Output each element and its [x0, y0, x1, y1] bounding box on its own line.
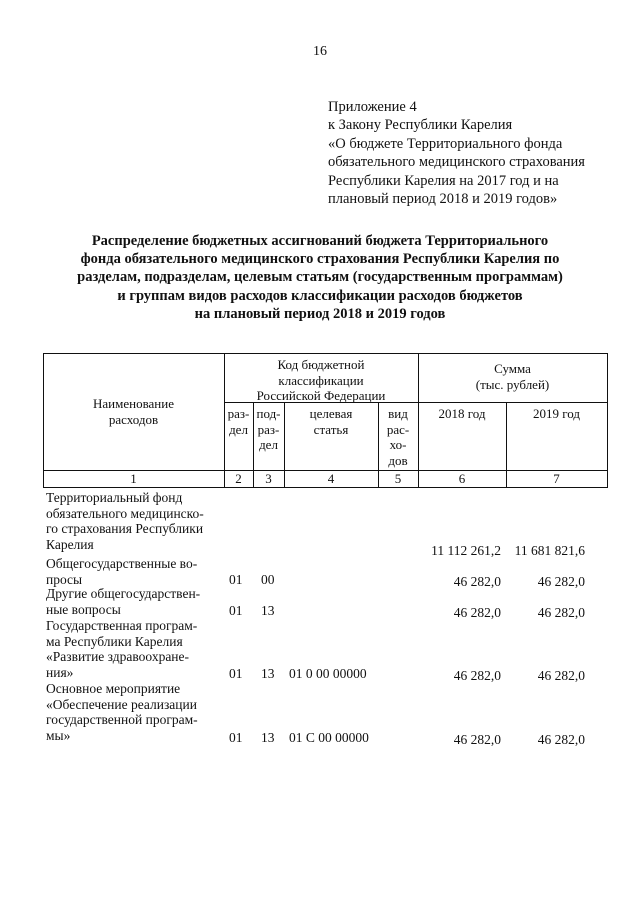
appendix-line: к Закону Республики Карелия — [328, 117, 513, 134]
row-razdel: 01 — [229, 666, 243, 681]
row-statya: 01 0 00 00000 — [289, 666, 367, 681]
header-sum-group: Сумма (тыс. рублей) — [475, 361, 550, 392]
row-podrazdel: 13 — [261, 603, 275, 618]
appendix-line: «О бюджете Территориального фонда — [328, 135, 563, 152]
page-number: 16 — [313, 44, 327, 59]
col-number: 2 — [235, 471, 242, 486]
col-number: 1 — [130, 471, 137, 486]
col-number: 3 — [265, 471, 272, 486]
header-2018: 2018 год — [438, 406, 486, 421]
row-statya: 01 С 00 00000 — [289, 730, 369, 745]
row-name: Основное мероприятие «Обеспечение реализации государственной програм- мы» — [46, 681, 198, 743]
header-vid: вид рас- хо- дов — [386, 406, 410, 468]
row-2019: 46 282,0 — [537, 668, 585, 683]
col-number: 6 — [458, 471, 466, 486]
header-razdel: раз- дел — [227, 406, 250, 437]
header-statya: целевая статья — [309, 406, 353, 437]
appendix-line: обязательного медицинского страхования — [328, 154, 585, 171]
title-line: разделам, подразделам, целевым статьям (государственным программам) — [77, 269, 563, 286]
title-line: фонда обязательного медицинского страхования Республики Карелия по — [80, 251, 560, 268]
header-2019: 2019 год — [533, 406, 580, 421]
row-2018: 46 282,0 — [453, 574, 501, 589]
row-name: Территориальный фонд обязательного медицинско- го страхования Республики Карелия — [46, 490, 204, 552]
header-code-group: Код бюджетной классификации Российской Федерации — [256, 357, 386, 403]
row-2019: 46 282,0 — [537, 605, 585, 620]
row-podrazdel: 13 — [261, 730, 275, 745]
appendix-line: Приложение 4 — [328, 99, 417, 115]
col-number: 5 — [394, 471, 402, 486]
appendix-line: плановый период 2018 и 2019 годов» — [328, 191, 558, 208]
title-line: на плановый период 2018 и 2019 годов — [194, 305, 446, 322]
row-name: Общегосударственные во- просы — [46, 556, 198, 587]
row-2019: 11 681 821,6 — [514, 543, 585, 558]
row-razdel: 01 — [229, 603, 243, 618]
row-name: Государственная програм- ма Республики Карелия «Развитие здравоохране- ния» — [46, 618, 198, 680]
row-2018: 46 282,0 — [453, 732, 501, 747]
row-2019: 46 282,0 — [537, 574, 585, 589]
col-number: 4 — [327, 471, 335, 486]
row-razdel: 01 — [229, 730, 243, 745]
title-line: Распределение бюджетных ассигнований бюджета Территориального — [91, 233, 549, 249]
title-line: и группам видов расходов классификации расходов бюджетов — [117, 287, 523, 304]
row-2018: 11 112 261,2 — [431, 543, 501, 558]
row-podrazdel: 00 — [261, 572, 275, 587]
col-number: 7 — [553, 471, 560, 486]
header-name: Наименование расходов — [93, 396, 174, 427]
row-2019: 46 282,0 — [537, 732, 585, 747]
row-razdel: 01 — [229, 572, 243, 587]
row-name: Другие общегосударствен- ные вопросы — [46, 586, 201, 617]
row-2018: 46 282,0 — [453, 668, 501, 683]
row-podrazdel: 13 — [261, 666, 275, 681]
header-podrazdel: под- раз- дел — [256, 406, 281, 452]
appendix-line: Республики Карелия на 2017 год и на — [328, 172, 559, 189]
row-2018: 46 282,0 — [453, 605, 501, 620]
